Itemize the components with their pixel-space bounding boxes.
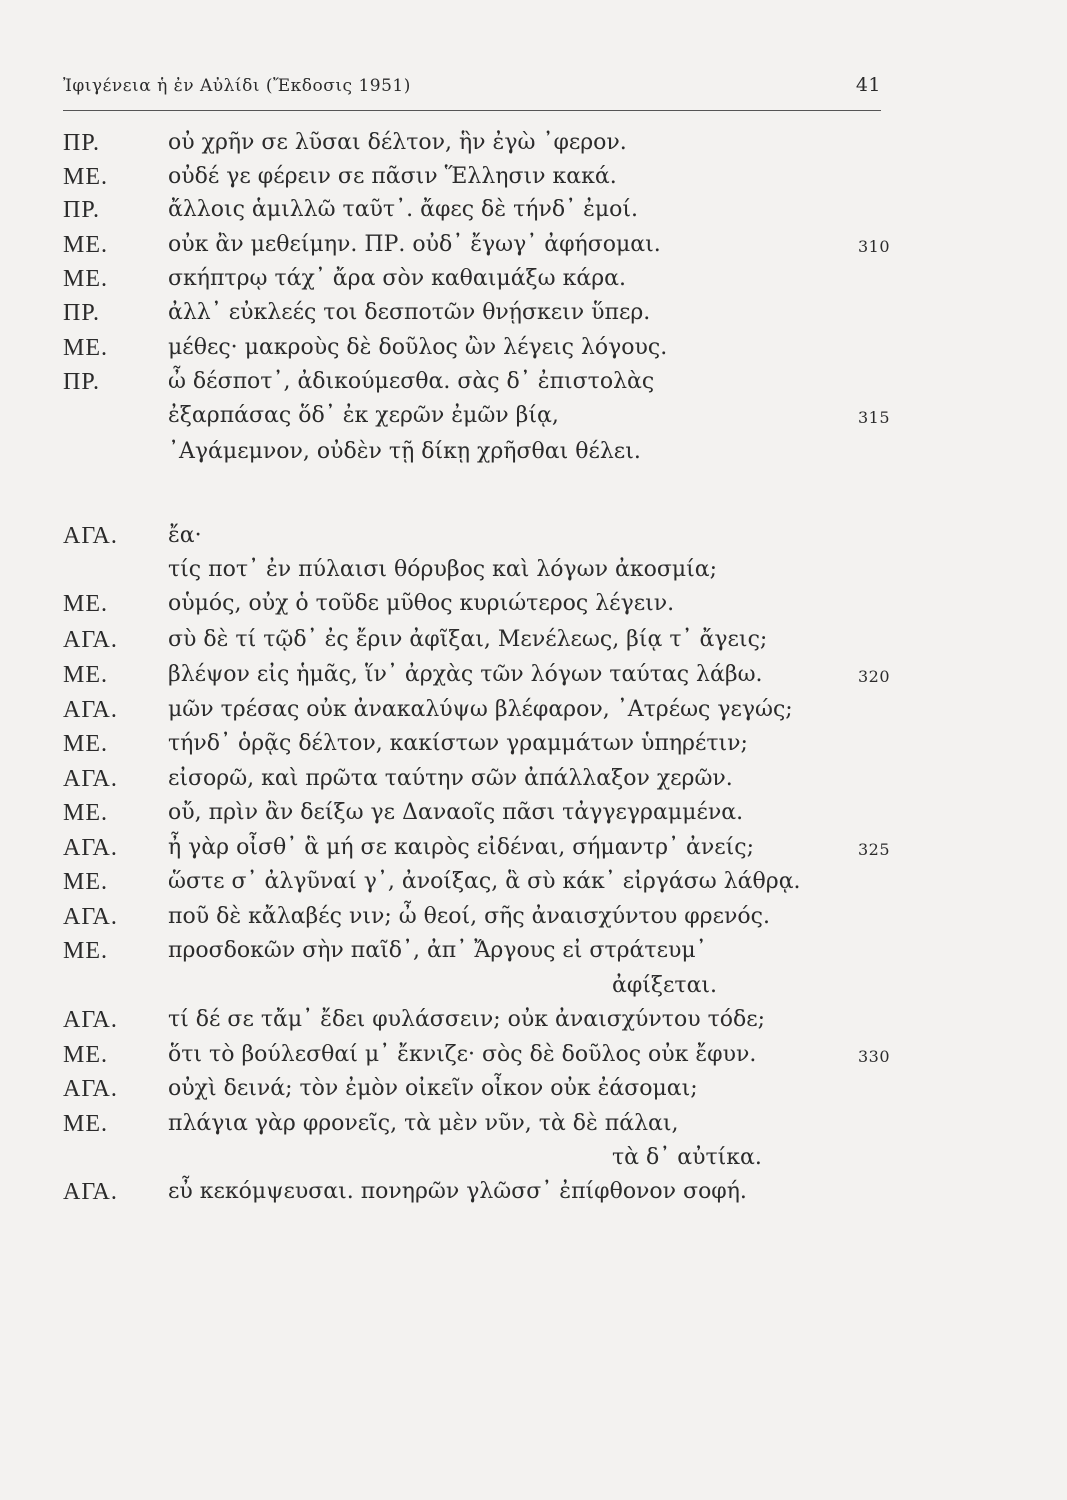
verse-line (0, 261, 1067, 297)
verse-text-line: ὦ δέσποτ᾽, ἀδικούμεσθα. σὰς δ᾽ ἐπιστολὰς (168, 369, 655, 394)
line-number: 325 (858, 840, 891, 859)
speaker-label: ΠΡ. (63, 300, 101, 326)
verse-text-line: τίς ποτ᾽ ἐν πύλαισι θόρυβος καὶ λόγων ἀκοσμία; (168, 557, 718, 582)
line-number: 320 (858, 667, 891, 686)
verse-line (0, 364, 1067, 400)
verse-line (0, 159, 1067, 195)
verse-line (0, 795, 1067, 831)
verse-line (0, 192, 1067, 228)
speaker-label: ΜΕ. (63, 335, 108, 361)
speaker-label: ΜΕ. (63, 1042, 108, 1068)
speaker-label: ΜΕ. (63, 266, 108, 292)
line-number: 315 (858, 408, 891, 427)
verse-text-line: εὖ κεκόμψευσαι. πονηρῶν γλῶσσ᾽ ἐπίφθονον σοφή. (168, 1179, 747, 1204)
verse-text-line: οὐ χρῆν σε λῦσαι δέλτον, ἣν ἐγὼ ᾽φερον. (168, 130, 627, 155)
speaker-label: ΑΓΑ. (63, 1076, 118, 1102)
page-number: 41 (855, 74, 881, 96)
line-number: 310 (858, 237, 891, 256)
verse-line (0, 518, 1067, 554)
speaker-label: ΠΡ. (63, 369, 101, 395)
speaker-label: ΜΕ. (63, 938, 108, 964)
verse-text-line: ᾽Αγάμεμνον, οὐδὲν τῇ δίκῃ χρῆσθαι θέλει. (168, 439, 641, 464)
verse-text-line: ποῦ δὲ κἄλαβές νιν; ὦ θεοί, σῆς ἀναισχύντου φρενός. (168, 904, 770, 929)
verse-text-line: ἀφίξεται. (612, 973, 718, 998)
verse-line (0, 552, 1067, 588)
verse-line (0, 1174, 1067, 1210)
verse-line (0, 1037, 1067, 1073)
speaker-label: ΑΓΑ. (63, 1179, 118, 1205)
speaker-label: ΜΕ. (63, 731, 108, 757)
speaker-label: ΜΕ. (63, 232, 108, 258)
verse-text-line: οὐδέ γε φέρειν σε πᾶσιν Ἕλλησιν κακά. (168, 164, 617, 189)
verse-line (0, 657, 1067, 693)
verse-text-line: ἐξαρπάσας ὅδ᾽ ἐκ χερῶν ἐμῶν βίᾳ, (168, 403, 559, 428)
line-number: 330 (858, 1047, 891, 1066)
speaker-label: ΜΕ. (63, 662, 108, 688)
speaker-label: ΜΕ. (63, 869, 108, 895)
verse-text-line: βλέψον εἰς ἡμᾶς, ἵν᾽ ἀρχὰς τῶν λόγων ταύτας λάβω. (168, 662, 763, 687)
speaker-label: ΜΕ. (63, 164, 108, 190)
verse-line (0, 864, 1067, 900)
verse-text-line: ὥστε σ᾽ ἀλγῦναί γ᾽, ἀνοίξας, ἃ σὺ κάκ᾽ εἰργάσω λάθρᾳ. (168, 869, 801, 894)
speaker-label: ΑΓΑ. (63, 904, 118, 930)
verse-text-line: ἦ γὰρ οἶσθ᾽ ἃ μή σε καιρὸς εἰδέναι, σήμαντρ᾽ ἀνείς; (168, 835, 755, 860)
header-title: Ἰφιγένεια ἡ ἐν Αὐλίδι (Ἔκδοσις 1951) (63, 76, 411, 96)
verse-line (0, 295, 1067, 331)
speaker-label: ΜΕ. (63, 1111, 108, 1137)
verse-line (0, 968, 1067, 1004)
verse-line (0, 434, 1067, 470)
verse-line (0, 1140, 1067, 1176)
verse-text-line: εἰσορῶ, καὶ πρῶτα ταύτην σῶν ἀπάλλαξον χερῶν. (168, 766, 733, 791)
verse-text-line: ὅτι τὸ βούλεσθαί μ᾽ ἔκνιζε· σὸς δὲ δοῦλος οὐκ ἔφυν. (168, 1042, 757, 1067)
speaker-label: ΑΓΑ. (63, 627, 118, 653)
verse-text-line: σκήπτρῳ τάχ᾽ ἄρα σὸν καθαιμάξω κάρα. (168, 266, 626, 291)
speaker-label: ΑΓΑ. (63, 835, 118, 861)
verse-text-line: οὐχὶ δεινά; τὸν ἐμὸν οἰκεῖν οἶκον οὐκ ἐάσομαι; (168, 1076, 698, 1101)
verse-line (0, 1106, 1067, 1142)
verse-line (0, 726, 1067, 762)
verse-line (0, 830, 1067, 866)
verse-line (0, 622, 1067, 658)
speaker-label: ΑΓΑ. (63, 766, 118, 792)
speaker-label: ΑΓΑ. (63, 1007, 118, 1033)
speaker-label: ΠΡ. (63, 130, 101, 156)
verse-text-line: ἄλλοις ἁμιλλῶ ταῦτ᾽. ἄφες δὲ τήνδ᾽ ἐμοί. (168, 197, 639, 222)
verse-text-line: οὑμός, οὐχ ὁ τοῦδε μῦθος κυριώτερος λέγειν. (168, 591, 675, 616)
verse-line (0, 1002, 1067, 1038)
verse-line (0, 227, 1067, 263)
verse-text-line: σὺ δὲ τί τῷδ᾽ ἐς ἔριν ἀφῖξαι, Μενέλεως, βίᾳ τ᾽ ἄγεις; (168, 627, 768, 652)
verse-line (0, 761, 1067, 797)
verse-line (0, 330, 1067, 366)
speaker-label: ΜΕ. (63, 591, 108, 617)
verse-line (0, 398, 1067, 434)
speaker-label: ΑΓΑ. (63, 523, 118, 549)
verse-text-line: ἔα· (168, 523, 202, 548)
verse-text-line: πλάγια γὰρ φρονεῖς, τὰ μὲν νῦν, τὰ δὲ πάλαι, (168, 1111, 679, 1136)
verse-line (0, 1071, 1067, 1107)
verse-text-line: οὐκ ἂν μεθείμην. ΠΡ. οὐδ᾽ ἔγωγ᾽ ἀφήσομαι. (168, 232, 661, 257)
verse-text-line: μέθες· μακροὺς δὲ δοῦλος ὢν λέγεις λόγους. (168, 335, 668, 360)
verse-line (0, 692, 1067, 728)
verse-text-line: προσδοκῶν σὴν παῖδ᾽, ἀπ᾽ Ἄργους εἰ στράτευμ᾽ (168, 938, 707, 963)
speaker-label: ΜΕ. (63, 800, 108, 826)
verse-line (0, 933, 1067, 969)
verse-text-line: μῶν τρέσας οὐκ ἀνακαλύψω βλέφαρον, ᾽Ατρέως γεγώς; (168, 697, 793, 722)
speaker-label: ΑΓΑ. (63, 697, 118, 723)
verse-line (0, 899, 1067, 935)
verse-text-line: τήνδ᾽ ὁρᾷς δέλτον, κακίστων γραμμάτων ὑπηρέτιν; (168, 731, 748, 756)
verse-line (0, 125, 1067, 161)
verse-text-line: τὰ δ᾽ αὐτίκα. (612, 1145, 762, 1170)
verse-text-line: ἀλλ᾽ εὐκλεές τοι δεσποτῶν θνῄσκειν ὕπερ. (168, 300, 651, 325)
verse-text-line: οὔ, πρὶν ἂν δείξω γε Δαναοῖς πᾶσι τἀγγεγραμμένα. (168, 800, 744, 825)
verse-text-line: τί δέ σε τἄμ᾽ ἔδει φυλάσσειν; οὐκ ἀναισχύντου τόδε; (168, 1007, 766, 1032)
speaker-label: ΠΡ. (63, 197, 101, 223)
verse-line (0, 586, 1067, 622)
